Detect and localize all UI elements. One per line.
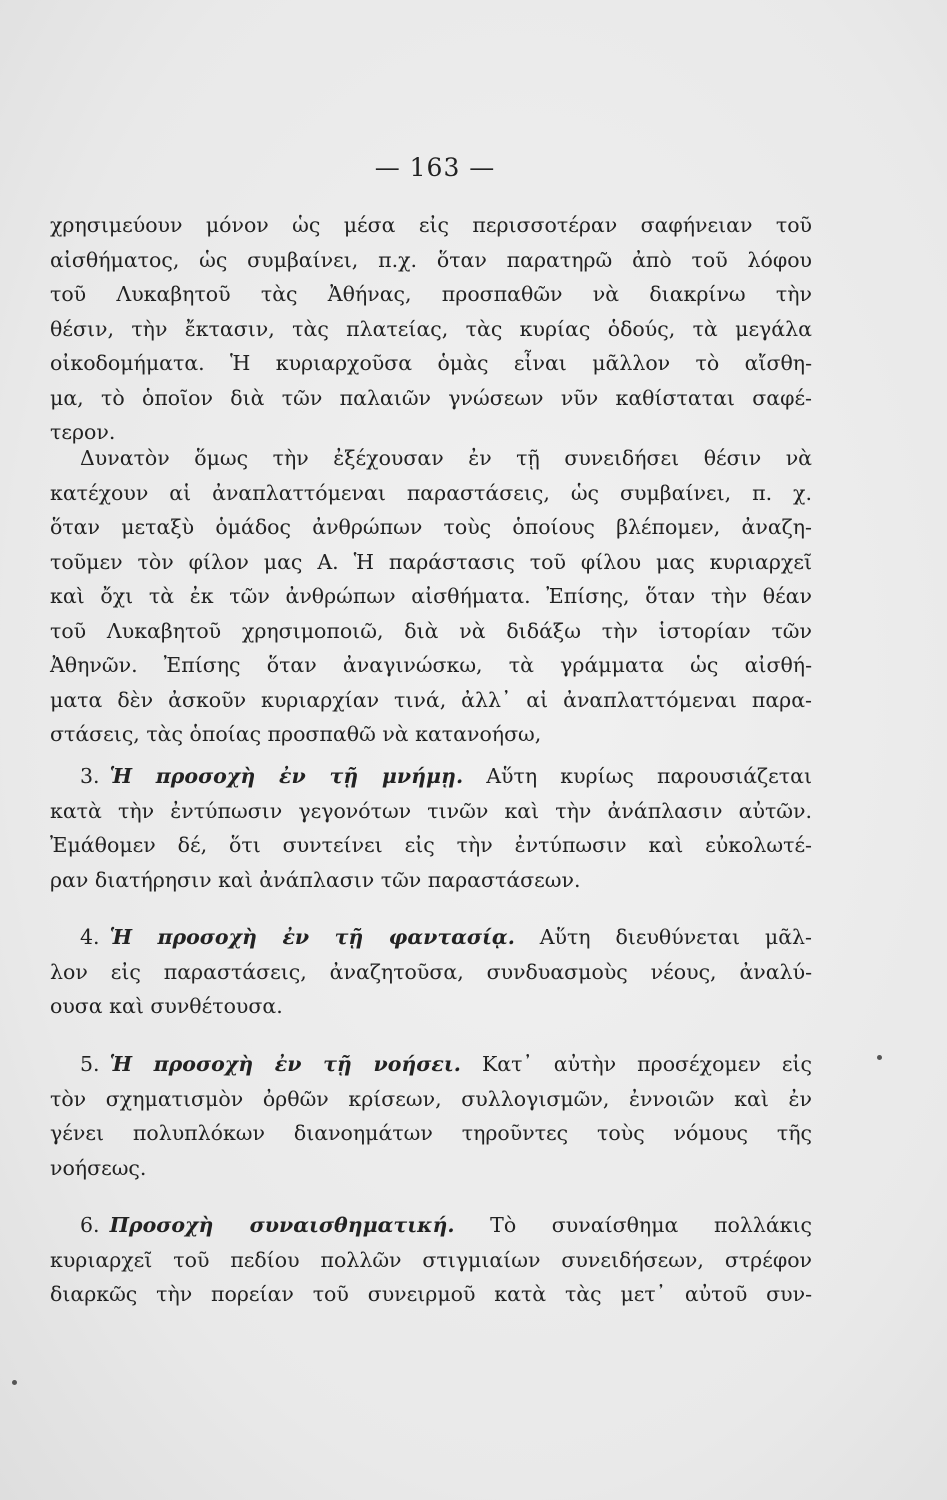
speck-mark [12,1380,17,1385]
text-line: Ἐμάθομεν δέ, ὅτι συντείνει εἰς τὴν ἐντύπωσιν καὶ εὐκολωτέ- [50,833,812,857]
section-first-line [50,920,812,955]
section-first-line [50,759,812,794]
section-3 [50,759,812,897]
speck-mark [877,1055,882,1060]
page-number: — 163 — [374,153,496,182]
text-line: ραν διατήρησιν καὶ ἀνάπλασιν τῶν παραστάσεων. [50,867,581,892]
section-heading: Προσοχὴ συναισθηματική. [109,1213,455,1237]
section-first-text: Κατ᾽ αὐτὴν προσέχομεν εἰς [481,1052,812,1076]
paragraph-1 [50,208,812,450]
text-line: Δυνατὸν ὅμως τὴν ἐξέχουσαν ἐν τῇ συνειδήσει θέσιν νὰ [80,446,812,470]
paragraph-2 [50,441,812,752]
section-6 [50,1208,812,1312]
text-line: τοῦ Λυκαβητοῦ χρησιμοποιῶ, διὰ νὰ διδάξω τὴν ἱστορίαν τῶν [50,618,812,643]
text-line: μα, τὸ ὁποῖον διὰ τῶν παλαιῶν γνώσεων νῦν καθίσταται σαφέ- [50,385,812,410]
section-first-text: Τὸ συναίσθημα πολλάκις [490,1213,812,1237]
text-line: ουσα καὶ συνθέτουσα. [50,994,283,1018]
section-number: 6. [80,1213,100,1237]
text-line: τοῦμεν τὸν φίλον μας Α. Ἡ παράστασις τοῦ φίλου μας κυριαρχεῖ [50,549,812,574]
text-line: τοῦ Λυκαβητοῦ τὰς Ἀθήνας, προσπαθῶν νὰ διακρίνω τὴν [50,282,812,306]
section-first-text: Αὕτη διευθύνεται μᾶλ- [539,925,812,949]
section-number: 4. [80,925,100,949]
text-line: χρησιμεύουν μόνον ὡς μέσα εἰς περισσοτέραν σαφήνειαν τοῦ [50,213,812,237]
text-line: στάσεις, τὰς ὁποίας προσπαθῶ νὰ κατανοήσω, [50,722,542,746]
section-number: 3. [80,764,100,788]
text-line: διαρκῶς τὴν πορείαν τοῦ συνειρμοῦ κατὰ τὰς μετ᾽ αὐτοῦ συν- [50,1282,812,1306]
text-line: κατέχουν αἱ ἀναπλαττόμεναι παραστάσεις, ὡς συμβαίνει, π. χ. [50,480,812,505]
text-line: αἰσθήματος, ὡς συμβαίνει, π.χ. ὅταν παρατηρῶ ἀπὸ τοῦ λόφου [50,247,812,272]
text-line: νοήσεως. [50,1155,147,1180]
text-line: γένει πολυπλόκων διανοημάτων τηροῦντες τοὺς νόμους τῆς [50,1121,812,1145]
text-line: θέσιν, τὴν ἔκτασιν, τὰς πλατείας, τὰς κυρίας ὁδούς, τὰ μεγάλα [50,316,812,341]
text-line: οἰκοδομήματα. Ἡ κυριαρχοῦσα ὁμὰς εἶναι μᾶλλον τὸ αἴσθη- [50,351,812,375]
text-line: ὅταν μεταξὺ ὁμάδος ἀνθρώπων τοὺς ὁποίους βλέπομεν, ἀναζη- [50,515,812,539]
section-5 [50,1047,812,1185]
section-first-line [50,1208,812,1243]
text-line: καὶ ὄχι τὰ ἐκ τῶν ἀνθρώπων αἰσθήματα. Ἐπίσης, ὅταν τὴν θέαν [50,584,812,608]
section-number: 5. [80,1052,100,1076]
text-line: κυριαρχεῖ τοῦ πεδίου πολλῶν στιγμιαίων συνειδήσεων, στρέφον [50,1247,812,1272]
section-heading: Ἡ προσοχὴ ἐν τῇ μνήμῃ. [109,764,464,788]
section-first-text: Αὕτη κυρίως παρουσιάζεται [486,764,812,788]
section-heading: Ἡ προσοχὴ ἐν τῇ φαντασίᾳ. [109,925,515,949]
text-line: κατὰ τὴν ἐντύπωσιν γεγονότων τινῶν καὶ τὴν ἀνάπλασιν αὐτῶν. [50,798,812,823]
section-4 [50,920,812,1024]
text-line: τὸν σχηματισμὸν ὀρθῶν κρίσεων, συλλογισμῶν, ἐννοιῶν καὶ ἐν [50,1086,812,1111]
section-heading: Ἡ προσοχὴ ἐν τῇ νοήσει. [109,1052,461,1076]
text-line: Ἀθηνῶν. Ἐπίσης ὅταν ἀναγινώσκω, τὰ γράμματα ὡς αἰσθή- [50,653,812,677]
section-first-line [50,1047,812,1082]
text-line: ματα δὲν ἀσκοῦν κυριαρχίαν τινά, ἀλλ᾽ αἱ ἀναπλαττόμεναι παρα- [50,687,812,712]
text-line: λον εἰς παραστάσεις, ἀναζητοῦσα, συνδυασμοὺς νέους, ἀναλύ- [50,959,812,984]
text-line: τερον. [50,420,116,444]
